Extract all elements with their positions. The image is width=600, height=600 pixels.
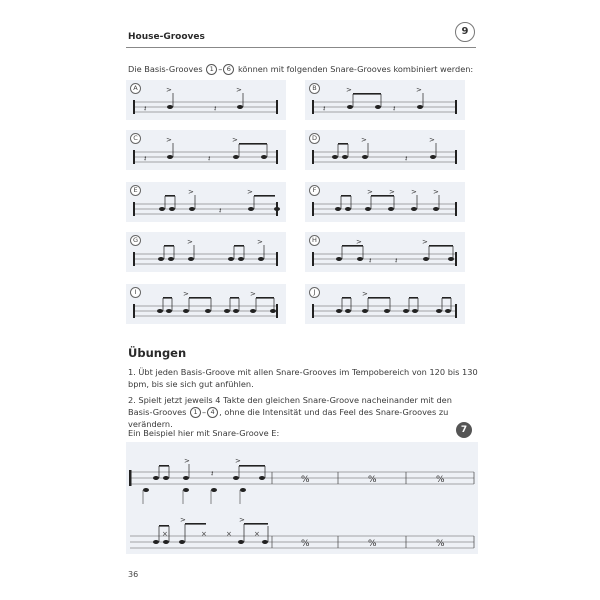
- svg-text:×: ×: [201, 530, 207, 538]
- groove-letter-badge: I: [130, 287, 141, 298]
- snare-groove-f: [305, 182, 465, 222]
- exercise-item-2: [128, 394, 478, 430]
- header-divider: [126, 47, 476, 48]
- svg-text:>: >: [183, 290, 189, 298]
- snare-groove-h: [305, 232, 465, 272]
- svg-text:𝄽: 𝄽: [369, 256, 372, 265]
- exercises-heading: Übungen: [128, 346, 187, 360]
- svg-text:𝄽: 𝄽: [393, 104, 396, 113]
- intro-text-before: Die Basis-Grooves: [128, 64, 203, 74]
- groove-letter-badge: A: [130, 83, 141, 94]
- svg-text:%: %: [301, 539, 310, 549]
- svg-text:%: %: [436, 539, 445, 549]
- groove-letter-badge: E: [130, 185, 141, 196]
- snare-groove-g: [126, 232, 286, 272]
- exercise-item-2-text: 2. Spielt jetzt jeweils 4 Takte den gleichen Snare-Groove nacheinander mit den Basis-Grooves: [128, 395, 452, 417]
- svg-text:>: >: [361, 136, 367, 144]
- svg-text:>: >: [235, 457, 241, 465]
- snare-groove-b: [305, 80, 465, 120]
- snare-groove-d: [305, 130, 465, 170]
- exercise-item-1: 1. Übt jeden Basis-Groove mit allen Snare-Grooves im Tempobereich von 120 bis 130 bpm, bis sie sich gut anfühlen.: [128, 367, 478, 389]
- notation-staff: [305, 232, 465, 272]
- svg-text:>: >: [367, 188, 373, 196]
- notation-staff: [305, 284, 465, 324]
- circled-number: 4: [207, 407, 218, 418]
- svg-text:>: >: [184, 457, 190, 465]
- snare-groove-a: [126, 80, 286, 120]
- exercise-item-2-text-after: , ohne die Intensität und das Feel des Snare-Grooves zu verändern.: [128, 407, 449, 429]
- svg-text:×: ×: [254, 530, 260, 538]
- example-notation: [126, 442, 478, 554]
- notation-staff: [305, 130, 465, 170]
- notation-staff: [126, 232, 286, 272]
- svg-text:%: %: [436, 475, 445, 485]
- notation-staff: [126, 182, 286, 222]
- svg-text:>: >: [356, 238, 362, 246]
- groove-letter-badge: F: [309, 185, 320, 196]
- svg-text:>: >: [362, 290, 368, 298]
- page-number: 36: [128, 570, 139, 579]
- example-label: Ein Beispiel hier mit Snare-Groove E:: [128, 428, 280, 438]
- svg-text:𝄽: 𝄽: [144, 154, 147, 163]
- svg-text:>: >: [188, 188, 194, 196]
- notation-staff: [305, 182, 465, 222]
- circled-number: 6: [223, 64, 234, 75]
- svg-text:>: >: [239, 516, 245, 524]
- example-staves: [126, 442, 478, 554]
- svg-text:𝄽: 𝄽: [219, 206, 222, 215]
- svg-text:𝄽: 𝄽: [208, 154, 211, 163]
- svg-text:𝄽: 𝄽: [395, 256, 398, 265]
- svg-text:>: >: [389, 188, 395, 196]
- notation-staff: [126, 130, 286, 170]
- svg-text:%: %: [368, 475, 377, 485]
- svg-text:>: >: [257, 238, 263, 246]
- groove-letter-badge: D: [309, 133, 320, 144]
- snare-groove-j: [305, 284, 465, 324]
- svg-text:>: >: [346, 86, 352, 94]
- notation-staff: [305, 80, 465, 120]
- svg-text:>: >: [232, 136, 238, 144]
- groove-letter-badge: J: [309, 287, 320, 298]
- svg-text:%: %: [301, 475, 310, 485]
- svg-text:>: >: [433, 188, 439, 196]
- svg-text:𝄽: 𝄽: [405, 154, 408, 163]
- svg-text:>: >: [247, 188, 253, 196]
- svg-text:>: >: [166, 136, 172, 144]
- svg-text:>: >: [250, 290, 256, 298]
- groove-letter-badge: G: [130, 235, 141, 246]
- svg-text:𝄽: 𝄽: [144, 104, 147, 113]
- svg-text:𝄽: 𝄽: [211, 469, 214, 478]
- svg-text:>: >: [416, 86, 422, 94]
- notation-staff: [126, 284, 286, 324]
- circled-number: 1: [206, 64, 217, 75]
- svg-text:>: >: [429, 136, 435, 144]
- chapter-number-badge: 9: [455, 22, 475, 42]
- svg-text:%: %: [368, 539, 377, 549]
- svg-text:𝄽: 𝄽: [323, 104, 326, 113]
- dash: –: [218, 64, 223, 74]
- groove-letter-badge: B: [309, 83, 320, 94]
- svg-text:>: >: [187, 238, 193, 246]
- svg-text:>: >: [166, 86, 172, 94]
- snare-groove-e: [126, 182, 286, 222]
- groove-letter-badge: H: [309, 235, 320, 246]
- snare-groove-c: [126, 130, 286, 170]
- svg-text:>: >: [411, 188, 417, 196]
- svg-text:𝄽: 𝄽: [214, 104, 217, 113]
- groove-letter-badge: C: [130, 133, 141, 144]
- svg-text:×: ×: [162, 530, 168, 538]
- notation-staff: [126, 80, 286, 120]
- dash: –: [202, 407, 207, 417]
- intro-text-after: können mit folgenden Snare-Grooves kombiniert werden:: [237, 64, 474, 74]
- page-header-title: House-Grooves: [128, 32, 205, 42]
- snare-groove-i: [126, 284, 286, 324]
- svg-text:>: >: [180, 516, 186, 524]
- intro-text: [128, 64, 473, 75]
- circled-number: 1: [190, 407, 201, 418]
- svg-text:>: >: [236, 86, 242, 94]
- svg-text:>: >: [422, 238, 428, 246]
- svg-text:×: ×: [226, 530, 232, 538]
- audio-track-badge: 7: [456, 422, 472, 438]
